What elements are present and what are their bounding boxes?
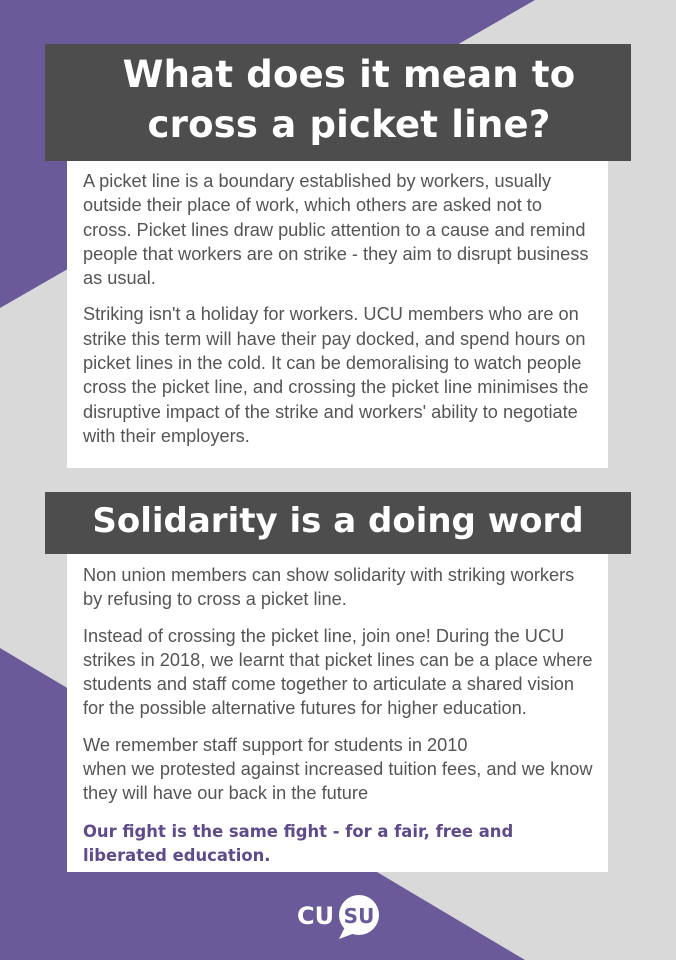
heading-cross-picket-line: What does it mean to cross a picket line? [45, 44, 631, 161]
panel-picket-line-explanation [67, 161, 608, 468]
paragraph-picket-line-definition: A picket line is a boundary established by workers, usually outside their place of work, which others are asked not to cross. Picket lines draw public attention to a cause and remind people that workers are on strike - they aim to disrupt business as usual. [83, 171, 589, 289]
heading-solidarity: Solidarity is a doing word [45, 492, 631, 554]
logo-text-su: SU [343, 904, 375, 928]
highlight-same-fight: Our fight is the same fight - for a fair, free and liberated education. [83, 821, 514, 865]
paragraph-non-union-solidarity: Non union members can show solidarity with striking workers by refusing to cross a picket line. [83, 565, 575, 610]
cusu-logo [295, 893, 385, 939]
panel-solidarity [67, 554, 608, 872]
logo-text-cu: CU [297, 902, 335, 930]
paragraph-join-picket-line: Instead of crossing the picket line, join one! During the UCU strikes in 2018, we learnt that picket lines can be a place where students and staff come together to articulate a shared vision for the possible alternative futures for higher education. [83, 625, 593, 719]
paragraph-staff-support: We remember staff support for students in 2010 when we protested against increased tuition fees, and we know they will have our back in the future [83, 734, 593, 804]
paragraph-striking-not-holiday: Striking isn't a holiday for workers. UCU members who are on strike this term will have their pay docked, and spend hours on picket lines in the cold. It can be demoralising to watch people cross the picket line, and crossing the picket line minimises the disruptive impact of the strike and workers' ability to negotiate with their employers. [83, 304, 589, 446]
